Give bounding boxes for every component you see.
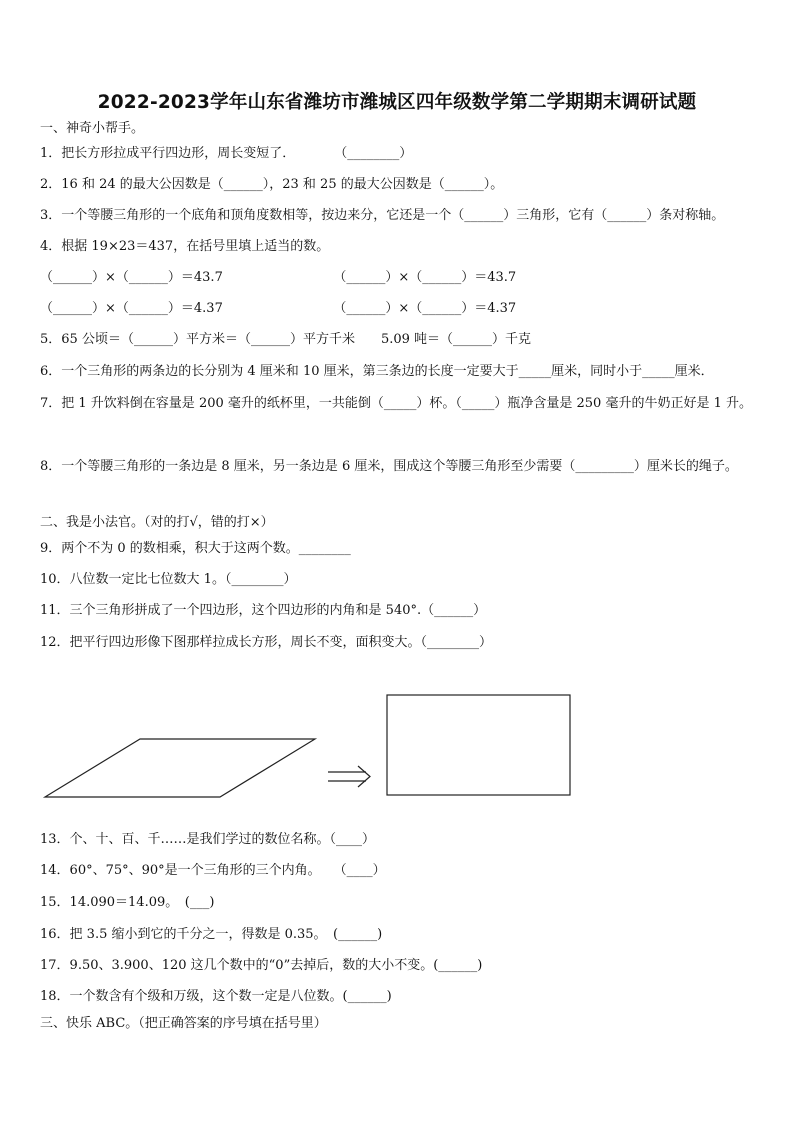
double-arrow-icon — [328, 766, 370, 787]
rectangle-shape — [387, 695, 570, 795]
question-3: 3．一个等腰三角形的一个底角和顶角度数相等，按边来分，它还是一个（______）三角形，它有（______）条对称轴。 — [40, 208, 725, 223]
question-14: 14．60°、75°、90°是一个三角形的三个内角。 （____） — [40, 863, 386, 878]
parallelogram-to-rectangle-figure — [0, 690, 794, 805]
question-9: 9．两个不为 0 的数相乘，积大于这两个数。________ — [40, 541, 351, 556]
question-13: 13．个、十、百、千……是我们学过的数位名称。（____） — [40, 832, 376, 847]
parallelogram-shape — [45, 739, 315, 797]
question-10: 10．八位数一定比七位数大 1。（________） — [40, 572, 297, 587]
question-16: 16．把 3.5 缩小到它的千分之一，得数是 0.35。 (______) — [40, 927, 383, 942]
question-11: 11．三个三角形拼成了一个四边形，这个四边形的内角和是 540°.（______） — [40, 603, 487, 618]
section-heading-1: 一、神奇小帮手。 — [40, 121, 145, 136]
section-heading-2: 二、我是小法官。（对的打√，错的打×） — [40, 515, 274, 530]
question-5: 5．65 公顷＝（______）平方米＝（______）平方千米 5.09 吨＝（______）千克 — [40, 332, 532, 347]
question-2: 2．16 和 24 的最大公因数是（______），23 和 25 的最大公因数是（______）。 — [40, 177, 504, 192]
section-heading-3: 三、快乐 ABC。（把正确答案的序号填在括号里） — [40, 1016, 327, 1031]
question-4-row-2: （______）×（______）＝4.37 （______）×（______）＝4.37 — [40, 301, 517, 316]
question-15: 15．14.090＝14.09。 (___) — [40, 895, 215, 910]
question-4: 4．根据 19×23＝437，在括号里填上适当的数。 — [40, 239, 330, 254]
question-7: 7．把 1 升饮料倒在容量是 200 毫升的纸杯里，一共能倒（_____）杯。（_____）瓶净含量是 250 毫升的牛奶正好是 1 升。 — [40, 396, 752, 411]
question-4-row-1: （______）×（______）＝43.7 （______）×（______）＝43.7 — [40, 270, 517, 285]
question-1: 1．把长方形拉成平行四边形，周长变短了． （________） — [40, 146, 413, 161]
page-title: 2022-2023学年山东省潍坊市潍城区四年级数学第二学期期末调研试题 — [97, 92, 697, 113]
question-12: 12．把平行四边形像下图那样拉成长方形，周长不变，面积变大。（________） — [40, 635, 493, 650]
question-8: 8．一个等腰三角形的一条边是 8 厘米，另一条边是 6 厘米，围成这个等腰三角形至少需要（_________）厘米长的绳子。 — [40, 459, 738, 474]
question-18: 18．一个数含有个级和万级，这个数一定是八位数。(______) — [40, 989, 392, 1004]
question-17: 17．9.50、3.900、120 这几个数中的“0”去掉后，数的大小不变。(______) — [40, 958, 483, 973]
question-6: 6．一个三角形的两条边的长分别为 4 厘米和 10 厘米，第三条边的长度一定要大于_____厘米，同时小于_____厘米． — [40, 364, 714, 379]
